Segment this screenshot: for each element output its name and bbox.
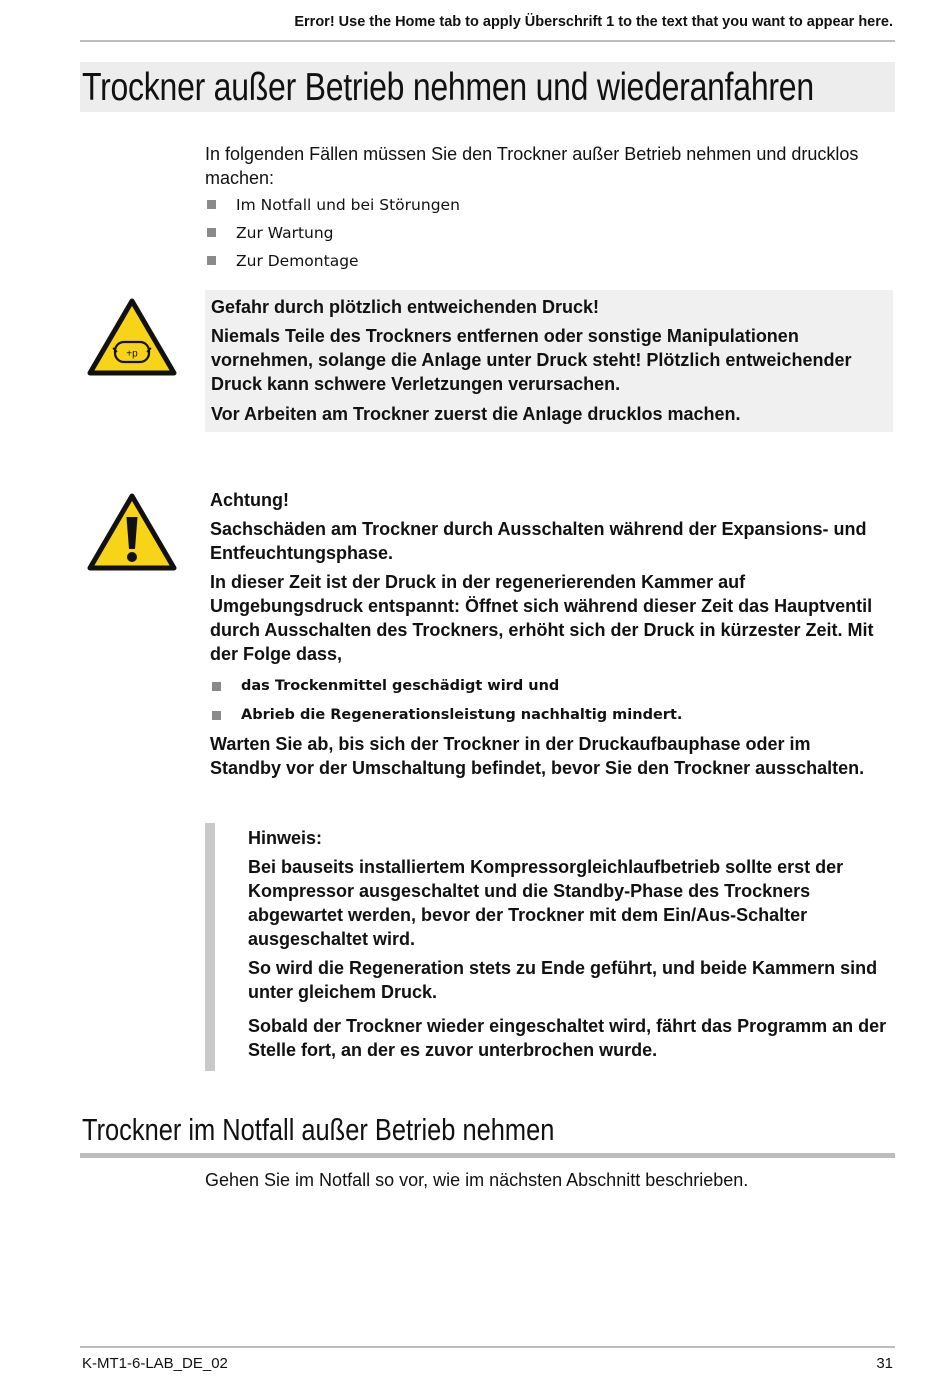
square-bullet-icon [207, 256, 216, 265]
consequences-list [210, 672, 682, 730]
intro-paragraph: In folgenden Fällen müssen Sie den Trockner außer Betrieb nehmen und drucklos machen: [205, 144, 859, 188]
caution-explanation: In dieser Zeit ist der Druck in der regenerierenden Kammer auf Umgebungsdruck entspannt: Öffnet sich während dieser Zeit das Hauptventil durch Ausschalten des Trockners, erhöht sich der Druck in kürzester Zeit. Mit der Folge dass, [210, 572, 874, 664]
svg-text:+p: +p [126, 348, 138, 360]
hint-notice [248, 826, 888, 1062]
list-item: Abrieb die Regenerationsleistung nachhaltig mindert. [210, 701, 682, 730]
caution-damage: Sachschäden am Trockner durch Ausschalten während der Expansions- und Entfeuchtungsphase. [210, 519, 867, 563]
hint-text: So wird die Regeneration stets zu Ende geführt, und beide Kammern sind unter gleichem Druck. [248, 958, 878, 1002]
page-number: 31 [876, 1355, 893, 1372]
hint-text: Sobald der Trockner wieder eingeschaltet wird, fährt das Programm an der Stelle fort, an der es zuvor unterbrochen wurde. [248, 1016, 887, 1060]
square-bullet-icon [212, 711, 221, 720]
section-title: Trockner außer Betrieb nehmen und wiederanfahren [82, 66, 814, 109]
subsection-title: Trockner im Notfall außer Betrieb nehmen [82, 1112, 555, 1147]
caution-instruction: Warten Sie ab, bis sich der Trockner in der Druckaufbauphase oder im Standby vor der Umschaltung befindet, bevor Sie den Trockner ausschalten. [210, 734, 865, 778]
list-item: Zur Demontage [205, 247, 460, 275]
square-bullet-icon [207, 228, 216, 237]
hint-text: Bei bauseits installiertem Kompressorgleichlaufbetrieb sollte erst der Kompressor ausgeschaltet und die Standby-Phase des Trockners abgewartet werden, bevor der Trockner mit dem Ein/Aus-Schalter ausgeschaltet wird. [248, 857, 844, 949]
square-bullet-icon [212, 682, 221, 691]
hint-title: Hinweis: [248, 828, 323, 848]
note-bar [205, 823, 215, 1071]
document-id: K-MT1-6-LAB_DE_02 [82, 1355, 228, 1372]
subsection-paragraph: Gehen Sie im Notfall so vor, wie im nächsten Abschnitt beschrieben. [205, 1170, 749, 1190]
list-item: Im Notfall und bei Störungen [205, 191, 460, 219]
danger-notice [205, 290, 893, 432]
exclamation-warning-icon [87, 493, 177, 571]
list-item: Zur Wartung [205, 219, 460, 247]
square-bullet-icon [207, 200, 216, 209]
list-item: das Trockenmittel geschädigt wird und [210, 672, 682, 701]
cases-list [205, 191, 460, 275]
footer-rule [80, 1346, 895, 1348]
pressure-warning-icon [87, 298, 177, 376]
running-header: Error! Use the Home tab to apply Überschrift 1 to the text that you want to appear here. [294, 14, 893, 30]
danger-text: Niemals Teile des Trockners entfernen oder sonstige Manipulationen vornehmen, solange die Anlage unter Druck steht! Plötzlich entweichender Druck kann schwere Verletzungen verursachen. [211, 326, 852, 394]
header-rule [80, 40, 895, 42]
section-heading-box [80, 62, 895, 112]
caution-title: Achtung! [210, 490, 289, 510]
danger-title: Gefahr durch plötzlich entweichenden Druck! [211, 297, 600, 317]
caution-notice [210, 488, 880, 666]
danger-instruction: Vor Arbeiten am Trockner zuerst die Anlage drucklos machen. [211, 404, 741, 424]
subsection-rule [80, 1153, 895, 1158]
